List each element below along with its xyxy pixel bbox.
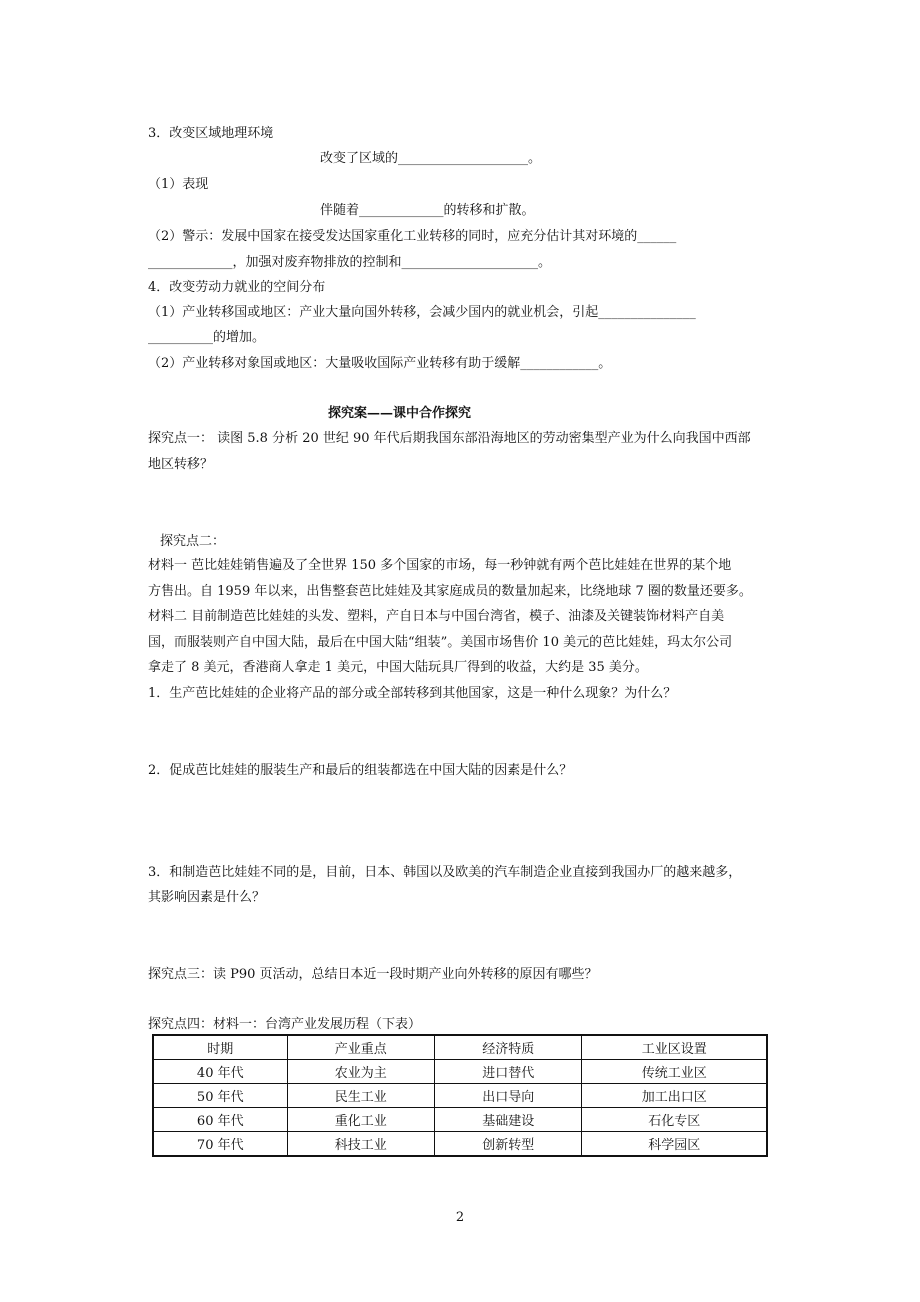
table-cell: 进口替代: [435, 1060, 582, 1084]
table-header-cell: 工业区设置: [582, 1035, 767, 1060]
question-3-line1: 3．和制造芭比娃娃不同的是，目前，日本、韩国以及欧美的汽车制造企业直接到我国办厂的越来越多，: [148, 865, 742, 880]
point3: 探究点三：读 P90 页活动，总结日本近一段时期产业向外转移的原因有哪些？: [148, 967, 598, 982]
table-header-cell: 时期: [153, 1035, 287, 1060]
section3-sub1: （1）表现: [148, 177, 209, 192]
table-cell: 70 年代: [153, 1132, 287, 1157]
table-cell: 加工出口区: [582, 1084, 767, 1108]
table-cell: 科技工业: [287, 1132, 434, 1157]
table-header-cell: 经济特质: [435, 1035, 582, 1060]
point4: 探究点四：材料一：台湾产业发展历程（下表）: [148, 1017, 422, 1032]
table-header-cell: 产业重点: [287, 1035, 434, 1060]
material2-line3: 拿走了 8 美元，香港商人拿走 1 美元，中国大陆玩具厂得到的收益，大约是 35 美分。: [148, 660, 648, 675]
table-cell: 50 年代: [153, 1084, 287, 1108]
point2-title: 探究点二：: [160, 534, 226, 549]
question-2: 2．促成芭比娃娃的服装生产和最后的组装都选在中国大陆的因素是什么？: [148, 763, 573, 778]
section3-line-b: 伴随着_____________的转移和扩散。: [320, 203, 535, 218]
question-1: 1．生产芭比娃娃的企业将产品的部分或全部转移到其他国家，这是一种什么现象？为什么？: [148, 686, 677, 701]
table-cell: 基础建设: [435, 1108, 582, 1132]
table-cell: 石化专区: [582, 1108, 767, 1132]
section3-line-a: 改变了区域的____________________。: [320, 151, 542, 166]
table-cell: 民生工业: [287, 1084, 434, 1108]
page-number: 2: [455, 1210, 465, 1225]
question-3-line2: 其影响因素是什么？: [148, 890, 266, 905]
table-cell: 重化工业: [287, 1108, 434, 1132]
section4-p1-line1: （1）产业转移国或地区：产业大量向国外转移，会减少国内的就业机会，引起_______________: [148, 305, 696, 320]
table-cell: 农业为主: [287, 1060, 434, 1084]
point1-line1: 探究点一： 读图 5.8 分析 20 世纪 90 年代后期我国东部沿海地区的劳动密集型产业为什么向我国中西部: [148, 431, 751, 446]
table-cell: 60 年代: [153, 1108, 287, 1132]
point1-line2: 地区转移？: [148, 457, 214, 472]
taiwan-industry-table: [152, 1034, 768, 1157]
material1-line1: 材料一 芭比娃娃销售遍及了全世界 150 多个国家的市场，每一秒钟就有两个芭比娃娃在世界的某个地: [148, 558, 732, 573]
material1-line2: 方售出。自 1959 年以来，出售整套芭比娃娃及其家庭成员的数量加起来，比绕地球 7 圈的数量还要多。: [148, 584, 752, 599]
material2-line2: 国，而服装则产自中国大陆，最后在中国大陆“组装”。美国市场售价 10 美元的芭比娃娃，玛太尔公司: [148, 635, 733, 650]
table-row: [153, 1060, 767, 1084]
section4-p1-line2: __________的增加。: [148, 330, 266, 345]
table-header-row: [153, 1035, 767, 1060]
table-row: [153, 1132, 767, 1157]
table-row: [153, 1108, 767, 1132]
table-cell: 传统工业区: [582, 1060, 767, 1084]
table-cell: 出口导向: [435, 1084, 582, 1108]
section3-title: 3．改变区域地理环境: [148, 126, 274, 141]
section4-title: 4．改变劳动力就业的空间分布: [148, 280, 326, 295]
table-cell: 科学园区: [582, 1132, 767, 1157]
explore-heading: 探究案——课中合作探究: [328, 406, 472, 421]
section3-warning-1: （2）警示：发展中国家在接受发达国家重化工业转移的同时，应充分估计其对环境的______: [148, 229, 677, 244]
table-cell: 40 年代: [153, 1060, 287, 1084]
table-row: [153, 1084, 767, 1108]
section4-p2: （2）产业转移对象国或地区：大量吸收国际产业转移有助于缓解____________。: [148, 356, 612, 371]
section3-warning-2: _____________，加强对废弃物排放的控制和_____________________。: [148, 255, 552, 270]
table-cell: 创新转型: [435, 1132, 582, 1157]
material2-line1: 材料二 目前制造芭比娃娃的头发、塑料，产自日本与中国台湾省，模子、油漆及关键装饰材料产自美: [148, 609, 725, 624]
